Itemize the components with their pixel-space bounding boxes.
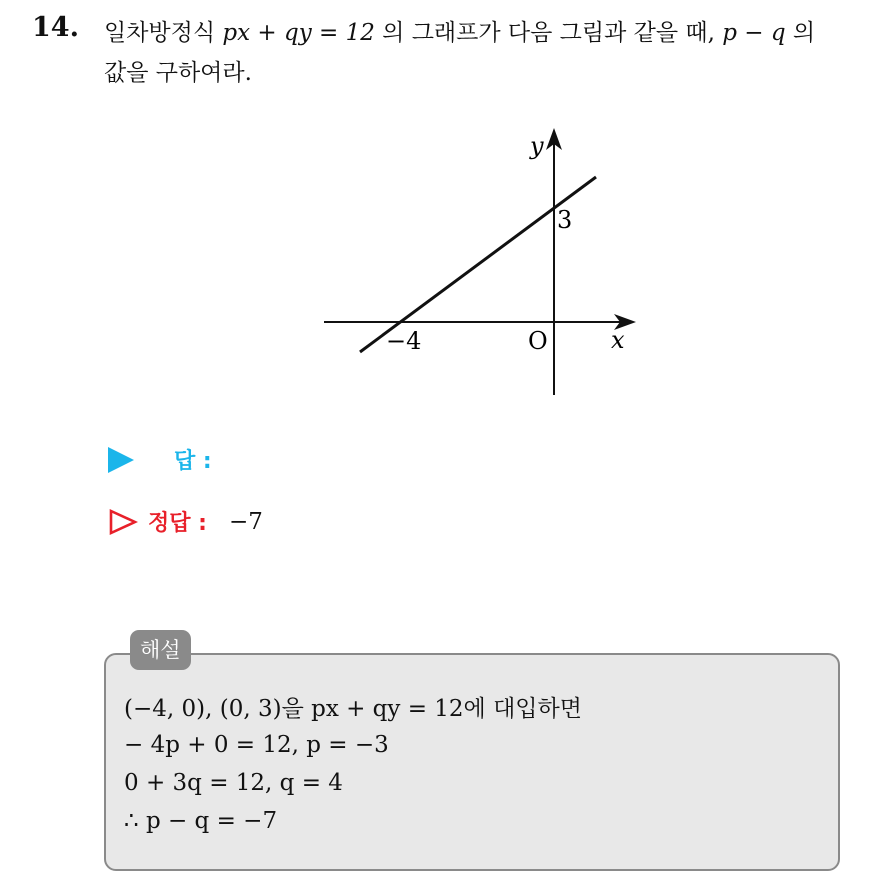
- answer-row: [108, 444, 212, 475]
- outline-triangle-icon: [108, 508, 138, 536]
- line-graph: [300, 118, 650, 403]
- correct-answer-label: 정답 :: [148, 511, 207, 536]
- correct-answer-value: −7: [228, 508, 263, 535]
- explanation-line-3: 0 + 3q = 12, q = 4: [124, 770, 343, 796]
- explanation-line-4: ∴ p − q = −7: [124, 808, 278, 834]
- explanation-line-2: − 4p + 0 = 12, p = −3: [124, 732, 389, 758]
- correct-answer-row: [108, 506, 263, 537]
- origin-label: O: [528, 327, 548, 355]
- explanation-line-1: (−4, 0), (0, 3)을 px + qy = 12에 대입하면: [124, 696, 582, 722]
- y-axis-label: y: [530, 132, 544, 160]
- y-intercept-label: 3: [557, 206, 573, 234]
- x-axis-label: x: [611, 326, 625, 354]
- x-intercept-label: −4: [386, 327, 422, 355]
- answer-label: 답 :: [174, 449, 212, 474]
- question-line-1: [104, 14, 815, 47]
- question-text: 일차방정식: [104, 20, 223, 46]
- question-text: 의: [785, 20, 816, 46]
- play-triangle-icon: [108, 447, 134, 473]
- explanation-tag: 해설: [130, 630, 191, 670]
- question-number: 14.: [32, 12, 79, 43]
- equation-line: [360, 177, 596, 352]
- explanation-box: [104, 653, 840, 871]
- question-line-2: 값을 구하여라.: [104, 60, 252, 86]
- expression: p − q: [722, 20, 786, 46]
- question-text: 의 그래프가 다음 그림과 같을 때,: [374, 20, 723, 46]
- equation: px + qy = 12: [222, 20, 375, 46]
